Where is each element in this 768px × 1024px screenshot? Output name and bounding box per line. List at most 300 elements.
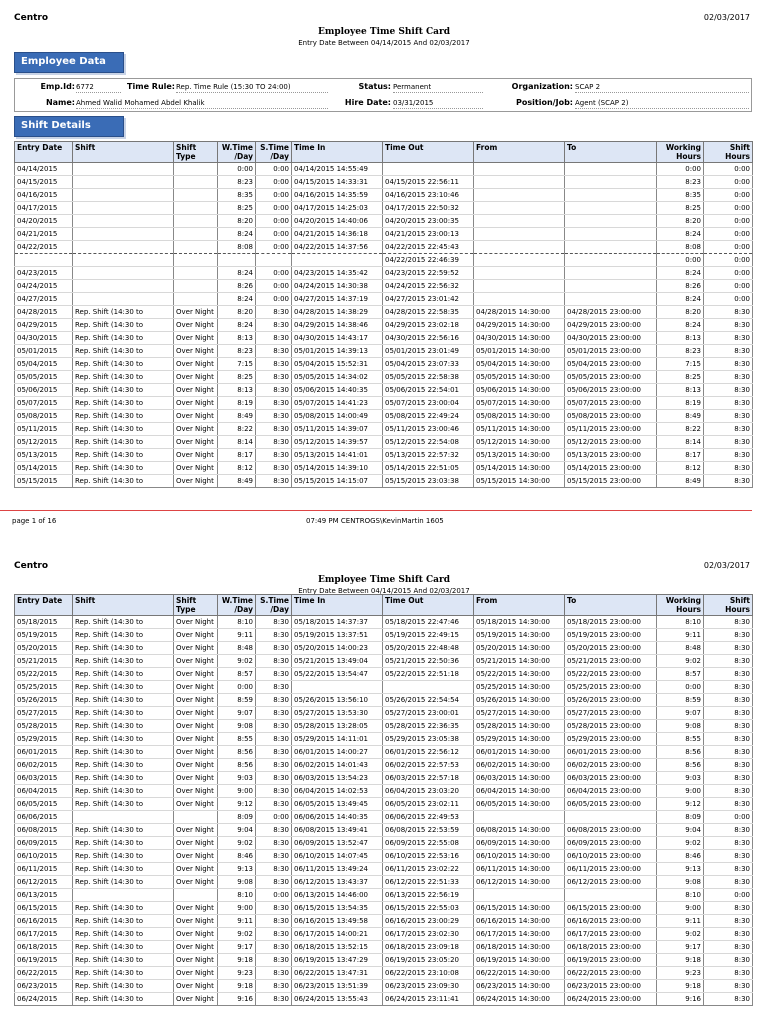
cell-shift-hours: 0:00	[704, 176, 753, 189]
cell-w-time-day: 9:07	[218, 707, 256, 720]
cell-to: 06/09/2015 23:00:00	[565, 837, 657, 850]
cell-w-time-day: 8:17	[218, 449, 256, 462]
cell-shift-type: Over Night	[174, 967, 218, 980]
cell-working-hours: 8:12	[657, 462, 704, 475]
cell-shift-type	[174, 267, 218, 280]
table-row	[15, 915, 753, 928]
cell-w-time-day: 9:16	[218, 993, 256, 1006]
cell-entry-date: 04/15/2015	[15, 176, 73, 189]
cell-from: 05/07/2015 14:30:00	[474, 397, 565, 410]
cell-shift-hours: 8:30	[704, 436, 753, 449]
cell-time-out: 05/20/2015 22:48:48	[383, 642, 474, 655]
cell-s-time-day: 0:00	[256, 267, 292, 280]
cell-entry-date: 06/03/2015	[15, 772, 73, 785]
employee-info-panel	[14, 78, 752, 112]
cell-from: 05/29/2015 14:30:00	[474, 733, 565, 746]
table-row	[15, 876, 753, 889]
cell-w-time-day: 9:13	[218, 863, 256, 876]
cell-working-hours: 8:59	[657, 694, 704, 707]
cell-time-out: 06/16/2015 23:00:29	[383, 915, 474, 928]
cell-working-hours: 8:10	[657, 616, 704, 629]
table-row	[15, 397, 753, 410]
cell-working-hours: 8:56	[657, 759, 704, 772]
cell-working-hours: 9:17	[657, 941, 704, 954]
cell-shift	[73, 189, 174, 202]
print-date: 02/03/2017	[703, 13, 750, 22]
table-row	[15, 176, 753, 189]
cell-shift-type: Over Night	[174, 423, 218, 436]
cell-time-out: 04/15/2015 22:56:11	[383, 176, 474, 189]
table-row	[15, 475, 753, 488]
cell-entry-date: 06/23/2015	[15, 980, 73, 993]
cell-shift-type: Over Night	[174, 629, 218, 642]
cell-working-hours: 9:18	[657, 954, 704, 967]
cell-shift: Rep. Shift (14:30 to	[73, 319, 174, 332]
table-row	[15, 772, 753, 785]
table-row	[15, 163, 753, 176]
cell-time-in: 04/17/2015 14:25:03	[292, 202, 383, 215]
cell-to	[565, 202, 657, 215]
table-row	[15, 629, 753, 642]
cell-from: 05/01/2015 14:30:00	[474, 345, 565, 358]
cell-to: 06/23/2015 23:00:00	[565, 980, 657, 993]
cell-from: 06/16/2015 14:30:00	[474, 915, 565, 928]
cell-entry-date: 06/06/2015	[15, 811, 73, 824]
cell-shift-hours: 8:30	[704, 928, 753, 941]
table-row	[15, 902, 753, 915]
table-row	[15, 759, 753, 772]
cell-shift-hours: 0:00	[704, 202, 753, 215]
cell-from	[474, 202, 565, 215]
cell-entry-date: 06/16/2015	[15, 915, 73, 928]
cell-time-out: 04/22/2015 22:46:39	[383, 254, 474, 267]
cell-time-out: 05/14/2015 22:51:05	[383, 462, 474, 475]
cell-working-hours: 7:15	[657, 358, 704, 371]
cell-shift: Rep. Shift (14:30 to	[73, 759, 174, 772]
cell-w-time-day: 8:10	[218, 889, 256, 902]
cell-w-time-day: 8:48	[218, 642, 256, 655]
cell-shift: Rep. Shift (14:30 to	[73, 993, 174, 1006]
cell-shift: Rep. Shift (14:30 to	[73, 824, 174, 837]
cell-shift-type: Over Night	[174, 733, 218, 746]
shift-table-page-1	[14, 141, 753, 488]
cell-entry-date: 05/21/2015	[15, 655, 73, 668]
cell-shift-hours: 8:30	[704, 449, 753, 462]
cell-w-time-day: 0:00	[218, 681, 256, 694]
status-value: Permanent	[393, 82, 483, 93]
cell-time-out: 05/26/2015 22:54:54	[383, 694, 474, 707]
cell-w-time-day: 8:20	[218, 215, 256, 228]
cell-time-in: 05/28/2015 13:28:05	[292, 720, 383, 733]
cell-s-time-day: 8:30	[256, 824, 292, 837]
cell-shift: Rep. Shift (14:30 to	[73, 928, 174, 941]
cell-to: 05/07/2015 23:00:00	[565, 397, 657, 410]
cell-from: 05/14/2015 14:30:00	[474, 462, 565, 475]
name-label: Name:	[45, 98, 75, 107]
cell-time-out: 05/28/2015 22:36:35	[383, 720, 474, 733]
cell-w-time-day: 8:49	[218, 475, 256, 488]
cell-shift-type	[174, 280, 218, 293]
cell-to	[565, 176, 657, 189]
column-header-working-hours: Working Hours	[657, 142, 704, 163]
cell-from	[474, 811, 565, 824]
cell-entry-date: 06/24/2015	[15, 993, 73, 1006]
column-header-time-in: Time In	[292, 595, 383, 616]
cell-shift-hours: 8:30	[704, 954, 753, 967]
cell-s-time-day: 8:30	[256, 423, 292, 436]
cell-s-time-day: 0:00	[256, 189, 292, 202]
cell-working-hours: 8:23	[657, 345, 704, 358]
cell-to	[565, 280, 657, 293]
cell-shift: Rep. Shift (14:30 to	[73, 358, 174, 371]
cell-shift-type: Over Night	[174, 616, 218, 629]
cell-time-out: 04/27/2015 23:01:42	[383, 293, 474, 306]
cell-shift-hours: 0:00	[704, 280, 753, 293]
cell-to: 05/21/2015 23:00:00	[565, 655, 657, 668]
cell-shift-type: Over Night	[174, 941, 218, 954]
cell-entry-date: 05/11/2015	[15, 423, 73, 436]
cell-from	[474, 228, 565, 241]
cell-to	[565, 163, 657, 176]
table-row	[15, 293, 753, 306]
cell-to: 05/18/2015 23:00:00	[565, 616, 657, 629]
cell-from: 05/22/2015 14:30:00	[474, 668, 565, 681]
cell-working-hours: 0:00	[657, 163, 704, 176]
table-row	[15, 462, 753, 475]
cell-shift	[73, 254, 174, 267]
cell-s-time-day: 8:30	[256, 397, 292, 410]
cell-working-hours: 8:13	[657, 384, 704, 397]
cell-time-in: 05/04/2015 15:52:31	[292, 358, 383, 371]
cell-time-in: 06/18/2015 13:52:15	[292, 941, 383, 954]
cell-w-time-day: 9:18	[218, 954, 256, 967]
cell-shift-hours: 8:30	[704, 345, 753, 358]
cell-working-hours: 9:11	[657, 629, 704, 642]
cell-time-out: 05/21/2015 22:50:36	[383, 655, 474, 668]
cell-entry-date: 06/09/2015	[15, 837, 73, 850]
company-name: Centro	[14, 13, 49, 23]
cell-time-in: 06/23/2015 13:51:39	[292, 980, 383, 993]
cell-shift: Rep. Shift (14:30 to	[73, 915, 174, 928]
cell-shift-type: Over Night	[174, 319, 218, 332]
cell-shift-hours: 8:30	[704, 655, 753, 668]
cell-time-in: 04/20/2015 14:40:06	[292, 215, 383, 228]
cell-time-out: 06/01/2015 22:56:12	[383, 746, 474, 759]
cell-s-time-day: 8:30	[256, 436, 292, 449]
cell-w-time-day: 8:56	[218, 746, 256, 759]
cell-time-out: 05/18/2015 22:47:46	[383, 616, 474, 629]
cell-to: 05/05/2015 23:00:00	[565, 371, 657, 384]
column-header-from: From	[474, 142, 565, 163]
table-row	[15, 319, 753, 332]
column-header-s-time-day: S.Time /Day	[256, 142, 292, 163]
cell-from: 04/30/2015 14:30:00	[474, 332, 565, 345]
cell-shift-hours: 8:30	[704, 642, 753, 655]
cell-time-in: 05/20/2015 14:00:23	[292, 642, 383, 655]
cell-shift-hours: 0:00	[704, 163, 753, 176]
print-date: 02/03/2017	[703, 561, 750, 570]
cell-w-time-day: 8:13	[218, 332, 256, 345]
hire-date-label: Hire Date:	[344, 98, 391, 107]
cell-w-time-day: 8:24	[218, 293, 256, 306]
cell-entry-date: 05/14/2015	[15, 462, 73, 475]
cell-working-hours: 9:07	[657, 707, 704, 720]
cell-shift-hours: 8:30	[704, 410, 753, 423]
table-row	[15, 306, 753, 319]
cell-time-out: 04/20/2015 23:00:35	[383, 215, 474, 228]
cell-shift-hours: 8:30	[704, 850, 753, 863]
cell-to: 06/04/2015 23:00:00	[565, 785, 657, 798]
table-row	[15, 889, 753, 902]
cell-shift-type	[174, 215, 218, 228]
cell-s-time-day: 8:30	[256, 941, 292, 954]
table-row	[15, 642, 753, 655]
cell-working-hours: 8:20	[657, 306, 704, 319]
column-header-time-in: Time In	[292, 142, 383, 163]
cell-w-time-day: 8:55	[218, 733, 256, 746]
cell-working-hours: 9:23	[657, 967, 704, 980]
cell-entry-date: 04/17/2015	[15, 202, 73, 215]
cell-shift-type: Over Night	[174, 332, 218, 345]
cell-time-in: 05/06/2015 14:40:35	[292, 384, 383, 397]
cell-entry-date: 06/11/2015	[15, 863, 73, 876]
cell-s-time-day: 0:00	[256, 215, 292, 228]
table-row	[15, 371, 753, 384]
cell-w-time-day: 8:08	[218, 241, 256, 254]
cell-from: 05/28/2015 14:30:00	[474, 720, 565, 733]
cell-entry-date: 04/24/2015	[15, 280, 73, 293]
table-row	[15, 202, 753, 215]
cell-w-time-day: 8:25	[218, 202, 256, 215]
cell-shift-hours: 8:30	[704, 915, 753, 928]
cell-entry-date: 05/15/2015	[15, 475, 73, 488]
table-row	[15, 254, 753, 267]
cell-time-in: 06/13/2015 14:46:00	[292, 889, 383, 902]
cell-working-hours: 8:55	[657, 733, 704, 746]
cell-shift-hours: 8:30	[704, 993, 753, 1006]
cell-time-in: 04/22/2015 14:37:56	[292, 241, 383, 254]
cell-s-time-day: 8:30	[256, 837, 292, 850]
cell-entry-date: 05/04/2015	[15, 358, 73, 371]
cell-w-time-day: 9:23	[218, 967, 256, 980]
cell-time-out: 06/17/2015 23:02:30	[383, 928, 474, 941]
cell-s-time-day: 8:30	[256, 694, 292, 707]
cell-time-in: 05/21/2015 13:49:04	[292, 655, 383, 668]
cell-working-hours: 8:24	[657, 267, 704, 280]
cell-w-time-day: 9:02	[218, 837, 256, 850]
cell-time-out: 04/22/2015 22:45:43	[383, 241, 474, 254]
cell-to	[565, 189, 657, 202]
cell-shift	[73, 228, 174, 241]
cell-time-in: 04/23/2015 14:35:42	[292, 267, 383, 280]
cell-shift: Rep. Shift (14:30 to	[73, 733, 174, 746]
table-row	[15, 436, 753, 449]
cell-w-time-day: 9:11	[218, 629, 256, 642]
cell-shift-hours: 8:30	[704, 941, 753, 954]
cell-time-in: 06/24/2015 13:55:43	[292, 993, 383, 1006]
cell-shift-hours: 8:30	[704, 423, 753, 436]
employee-data-header: Employee Data	[14, 52, 124, 73]
table-row	[15, 720, 753, 733]
column-header-shift-type: Shift Type	[174, 595, 218, 616]
cell-from: 05/20/2015 14:30:00	[474, 642, 565, 655]
cell-w-time-day	[218, 254, 256, 267]
cell-to	[565, 293, 657, 306]
cell-shift-hours: 8:30	[704, 681, 753, 694]
cell-working-hours: 8:26	[657, 280, 704, 293]
cell-time-out: 06/13/2015 22:56:19	[383, 889, 474, 902]
cell-shift-hours: 8:30	[704, 371, 753, 384]
cell-entry-date: 04/23/2015	[15, 267, 73, 280]
cell-shift-type: Over Night	[174, 928, 218, 941]
cell-w-time-day: 8:35	[218, 189, 256, 202]
cell-from: 05/25/2015 14:30:00	[474, 681, 565, 694]
cell-to: 06/11/2015 23:00:00	[565, 863, 657, 876]
cell-w-time-day: 8:23	[218, 345, 256, 358]
cell-from: 06/02/2015 14:30:00	[474, 759, 565, 772]
cell-shift-type: Over Night	[174, 980, 218, 993]
cell-shift-type: Over Night	[174, 345, 218, 358]
cell-to: 05/29/2015 23:00:00	[565, 733, 657, 746]
cell-shift: Rep. Shift (14:30 to	[73, 837, 174, 850]
cell-shift: Rep. Shift (14:30 to	[73, 954, 174, 967]
cell-shift: Rep. Shift (14:30 to	[73, 462, 174, 475]
cell-to: 06/10/2015 23:00:00	[565, 850, 657, 863]
cell-entry-date: 04/29/2015	[15, 319, 73, 332]
cell-time-out: 05/06/2015 22:54:01	[383, 384, 474, 397]
cell-shift: Rep. Shift (14:30 to	[73, 876, 174, 889]
cell-to: 06/19/2015 23:00:00	[565, 954, 657, 967]
cell-time-in: 06/15/2015 13:54:35	[292, 902, 383, 915]
cell-entry-date: 05/07/2015	[15, 397, 73, 410]
cell-w-time-day: 9:04	[218, 824, 256, 837]
cell-shift: Rep. Shift (14:30 to	[73, 746, 174, 759]
cell-w-time-day: 8:13	[218, 384, 256, 397]
cell-time-in: 04/30/2015 14:43:17	[292, 332, 383, 345]
cell-shift: Rep. Shift (14:30 to	[73, 863, 174, 876]
cell-entry-date: 06/15/2015	[15, 902, 73, 915]
cell-working-hours: 8:49	[657, 410, 704, 423]
cell-time-in: 06/03/2015 13:54:23	[292, 772, 383, 785]
position-value: Agent (SCAP 2)	[575, 98, 749, 109]
cell-time-out: 04/24/2015 22:56:32	[383, 280, 474, 293]
cell-working-hours: 0:00	[657, 681, 704, 694]
cell-shift-type: Over Night	[174, 694, 218, 707]
cell-entry-date: 05/08/2015	[15, 410, 73, 423]
cell-s-time-day: 8:30	[256, 629, 292, 642]
cell-to: 06/03/2015 23:00:00	[565, 772, 657, 785]
column-header-shift-hours: Shift Hours	[704, 595, 753, 616]
cell-time-in: 05/11/2015 14:39:07	[292, 423, 383, 436]
cell-w-time-day: 8:23	[218, 176, 256, 189]
cell-w-time-day: 8:59	[218, 694, 256, 707]
cell-entry-date: 05/29/2015	[15, 733, 73, 746]
shift-table-page-2	[14, 594, 753, 1006]
cell-to: 05/20/2015 23:00:00	[565, 642, 657, 655]
cell-s-time-day: 8:30	[256, 746, 292, 759]
cell-from: 06/24/2015 14:30:00	[474, 993, 565, 1006]
cell-s-time-day: 8:30	[256, 707, 292, 720]
cell-shift-type: Over Night	[174, 681, 218, 694]
cell-time-out: 04/23/2015 22:59:52	[383, 267, 474, 280]
cell-time-in: 05/07/2015 14:41:23	[292, 397, 383, 410]
cell-s-time-day: 8:30	[256, 655, 292, 668]
cell-shift-type	[174, 254, 218, 267]
cell-working-hours: 8:19	[657, 397, 704, 410]
cell-time-in: 05/19/2015 13:37:51	[292, 629, 383, 642]
cell-from: 04/28/2015 14:30:00	[474, 306, 565, 319]
cell-to: 05/08/2015 23:00:00	[565, 410, 657, 423]
company-name: Centro	[14, 561, 49, 571]
cell-time-in: 06/09/2015 13:52:47	[292, 837, 383, 850]
cell-working-hours: 8:23	[657, 176, 704, 189]
cell-to: 05/27/2015 23:00:00	[565, 707, 657, 720]
cell-time-out	[383, 163, 474, 176]
cell-from: 06/15/2015 14:30:00	[474, 902, 565, 915]
cell-s-time-day: 8:30	[256, 384, 292, 397]
cell-entry-date: 06/04/2015	[15, 785, 73, 798]
cell-to: 05/06/2015 23:00:00	[565, 384, 657, 397]
cell-time-in	[292, 254, 383, 267]
cell-time-in: 05/12/2015 14:39:57	[292, 436, 383, 449]
cell-shift-type: Over Night	[174, 371, 218, 384]
cell-working-hours: 8:48	[657, 642, 704, 655]
cell-shift-type: Over Night	[174, 837, 218, 850]
table-row	[15, 837, 753, 850]
cell-s-time-day: 8:30	[256, 319, 292, 332]
cell-s-time-day: 8:30	[256, 462, 292, 475]
cell-shift	[73, 267, 174, 280]
table-row	[15, 863, 753, 876]
cell-from: 06/10/2015 14:30:00	[474, 850, 565, 863]
cell-shift	[73, 163, 174, 176]
cell-shift-hours: 0:00	[704, 889, 753, 902]
cell-to: 06/16/2015 23:00:00	[565, 915, 657, 928]
cell-shift-type	[174, 241, 218, 254]
cell-s-time-day: 0:00	[256, 293, 292, 306]
cell-shift-type	[174, 163, 218, 176]
cell-working-hours: 9:00	[657, 785, 704, 798]
cell-shift: Rep. Shift (14:30 to	[73, 655, 174, 668]
cell-working-hours: 8:10	[657, 889, 704, 902]
cell-from	[474, 293, 565, 306]
cell-working-hours: 8:35	[657, 189, 704, 202]
cell-working-hours: 8:25	[657, 371, 704, 384]
cell-s-time-day: 0:00	[256, 163, 292, 176]
cell-shift-type: Over Night	[174, 720, 218, 733]
cell-shift: Rep. Shift (14:30 to	[73, 668, 174, 681]
cell-entry-date: 04/22/2015	[15, 241, 73, 254]
cell-time-out: 05/19/2015 22:49:15	[383, 629, 474, 642]
cell-w-time-day: 9:02	[218, 928, 256, 941]
cell-shift-hours: 0:00	[704, 215, 753, 228]
cell-shift-type: Over Night	[174, 785, 218, 798]
cell-working-hours: 8:14	[657, 436, 704, 449]
cell-w-time-day: 8:12	[218, 462, 256, 475]
cell-shift	[73, 811, 174, 824]
cell-shift: Rep. Shift (14:30 to	[73, 332, 174, 345]
cell-from	[474, 267, 565, 280]
cell-shift	[73, 293, 174, 306]
cell-to: 06/08/2015 23:00:00	[565, 824, 657, 837]
column-header-from: From	[474, 595, 565, 616]
cell-shift-type: Over Night	[174, 902, 218, 915]
cell-w-time-day: 8:09	[218, 811, 256, 824]
cell-w-time-day: 8:46	[218, 850, 256, 863]
cell-shift: Rep. Shift (14:30 to	[73, 772, 174, 785]
cell-shift	[73, 889, 174, 902]
cell-shift	[73, 280, 174, 293]
